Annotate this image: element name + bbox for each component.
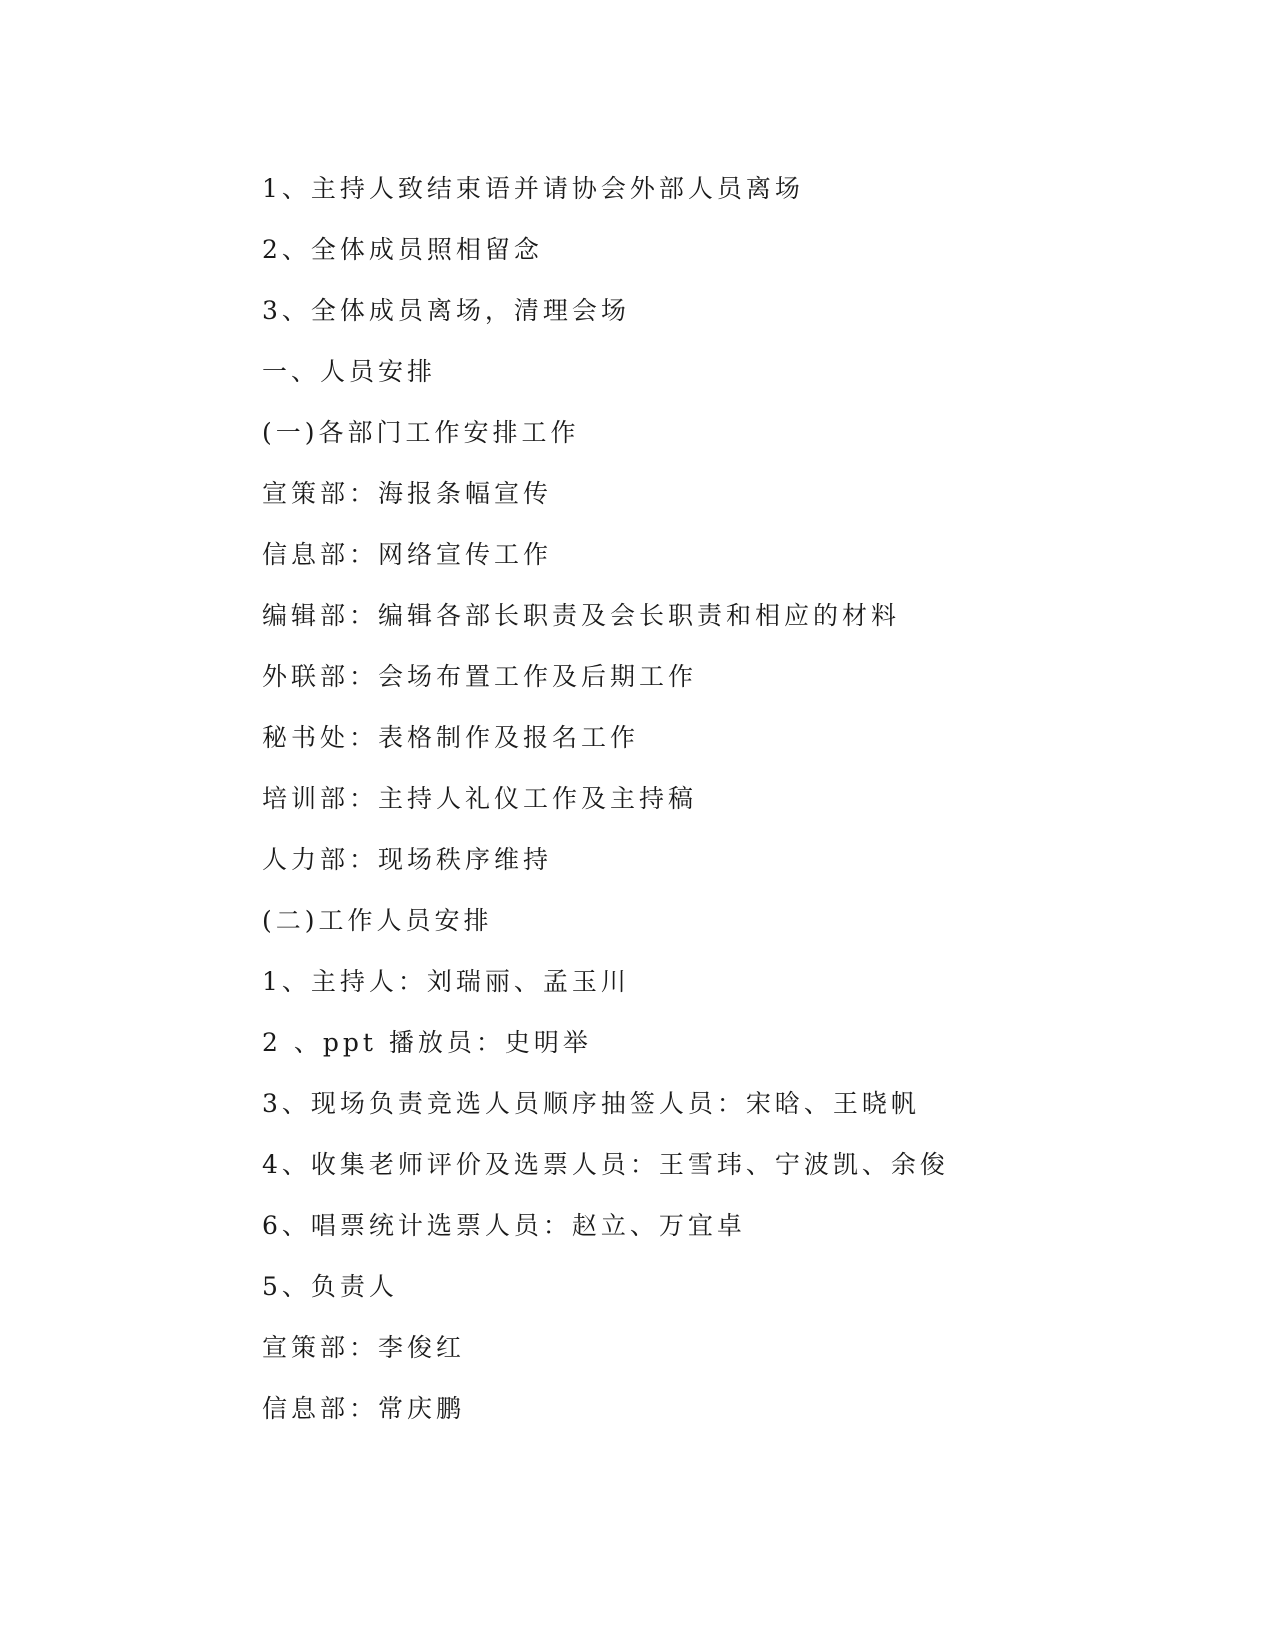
text-line: 4、收集老师评价及选票人员：王雪玮、宁波凯、余俊 xyxy=(262,1150,949,1179)
text-line: 3、全体成员离场，清理会场 xyxy=(262,296,630,325)
text-line: 6、唱票统计选票人员：赵立、万宜卓 xyxy=(262,1211,746,1240)
text-line: 1、主持人致结束语并请协会外部人员离场 xyxy=(262,174,804,203)
text-line: 培训部：主持人礼仪工作及主持稿 xyxy=(262,784,698,813)
subsection-heading: (一)各部门工作安排工作 xyxy=(262,418,580,447)
text-line: 1、主持人：刘瑞丽、孟玉川 xyxy=(262,967,630,996)
text-line: 外联部：会场布置工作及后期工作 xyxy=(262,662,698,691)
text-line: 3、现场负责竞选人员顺序抽签人员：宋晗、王晓帆 xyxy=(262,1089,920,1118)
subsection-heading: (二)工作人员安排 xyxy=(262,906,493,935)
text-line: 宣策部：李俊红 xyxy=(262,1333,466,1362)
text-line: 2 、ppt 播放员：史明举 xyxy=(262,1028,592,1057)
text-line: 宣策部：海报条幅宣传 xyxy=(262,479,553,508)
text-line: 2、全体成员照相留念 xyxy=(262,235,543,264)
text-line: 编辑部：编辑各部长职责及会长职责和相应的材料 xyxy=(262,601,901,630)
section-heading: 一、人员安排 xyxy=(262,357,437,386)
text-line: 信息部：网络宣传工作 xyxy=(262,540,553,569)
text-line: 信息部：常庆鹏 xyxy=(262,1394,466,1423)
text-line: 人力部：现场秩序维持 xyxy=(262,845,553,874)
text-line: 5、负责人 xyxy=(262,1272,398,1301)
text-line: 秘书处：表格制作及报名工作 xyxy=(262,723,640,752)
